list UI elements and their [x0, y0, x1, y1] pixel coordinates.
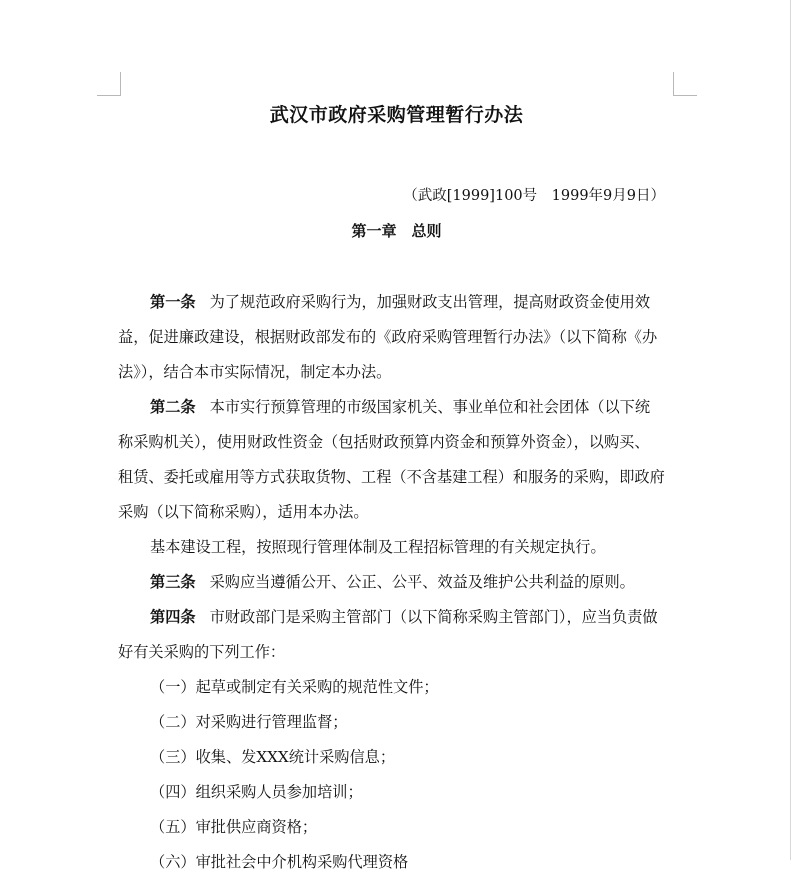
paragraph-text: 法》），结合本市实际情况，制定本办法。 — [118, 363, 392, 381]
list-item-text: （一）起草或制定有关采购的规范性文件； — [150, 678, 439, 696]
paragraph-text: 租赁、委托或雇用等方式获取货物、工程（不含基建工程）和服务的采购，即政府 — [118, 468, 665, 486]
paragraph-text: 好有关采购的下列工作： — [118, 643, 286, 661]
paragraph-line — [118, 460, 678, 495]
paragraph-text: 为了规范政府采购行为，加强财政支出管理，提高财政资金使用效 — [209, 293, 650, 311]
crop-mark-top-right — [673, 72, 674, 95]
paragraph-text: 本市实行预算管理的市级国家机关、事业单位和社会团体（以下统 — [209, 398, 650, 416]
page-edge — [790, 0, 791, 860]
crop-mark-top-right — [673, 95, 697, 96]
paragraph-line — [118, 285, 678, 320]
list-item — [118, 705, 678, 740]
list-item-text: （四）组织采购人员参加培训； — [150, 783, 363, 801]
paragraph-text: 益，促进廉政建设，根据财政部发布的《政府采购管理暂行办法》（以下简称《办 — [118, 328, 658, 346]
article-number: 第三条 — [150, 573, 196, 591]
article-number: 第四条 — [150, 608, 196, 626]
list-item — [118, 810, 678, 845]
chapter-heading: 第一章 总则 — [351, 222, 442, 240]
paragraph-line — [118, 635, 678, 670]
list-item — [118, 740, 678, 775]
paragraph-text: 基本建设工程，按照现行管理体制及工程招标管理的有关规定执行。 — [150, 538, 606, 556]
crop-mark-top-left — [97, 95, 121, 96]
crop-mark-top-left — [120, 72, 121, 95]
paragraph-line — [118, 390, 678, 425]
list-item — [118, 845, 678, 880]
paragraph-text: 采购（以下简称采购），适用本办法。 — [118, 503, 369, 521]
paragraph-line — [118, 530, 678, 565]
list-item — [118, 670, 678, 705]
list-item — [118, 775, 678, 810]
paragraph-text: 采购应当遵循公开、公正、公平、效益及维护公共利益的原则。 — [209, 573, 635, 591]
paragraph-line — [118, 425, 678, 460]
list-item-text: （六）审批社会中介机构采购代理资格 — [150, 853, 409, 871]
list-item-text: （二）对采购进行管理监督； — [150, 713, 348, 731]
document-number: （武政[1999]100号 1999年9月9日） — [403, 188, 665, 204]
list-item-text: （三）收集、发XXX统计采购信息； — [150, 748, 396, 766]
paragraph-text: 市财政部门是采购主管部门（以下简称采购主管部门），应当负责做 — [209, 608, 658, 626]
list-item-text: （五）审批供应商资格； — [150, 818, 318, 836]
paragraph-line — [118, 320, 678, 355]
article-number: 第二条 — [150, 398, 196, 416]
article-number: 第一条 — [150, 293, 196, 311]
paragraph-line — [118, 355, 678, 390]
paragraph-line — [118, 495, 678, 530]
document-title: 武汉市政府采购管理暂行办法 — [269, 104, 524, 126]
paragraph-text: 称采购机关），使用财政性资金（包括财政预算内资金和预算外资金），以购买、 — [118, 433, 650, 451]
paragraph-line — [118, 600, 678, 635]
paragraph-line — [118, 565, 678, 600]
document-body — [118, 285, 678, 880]
